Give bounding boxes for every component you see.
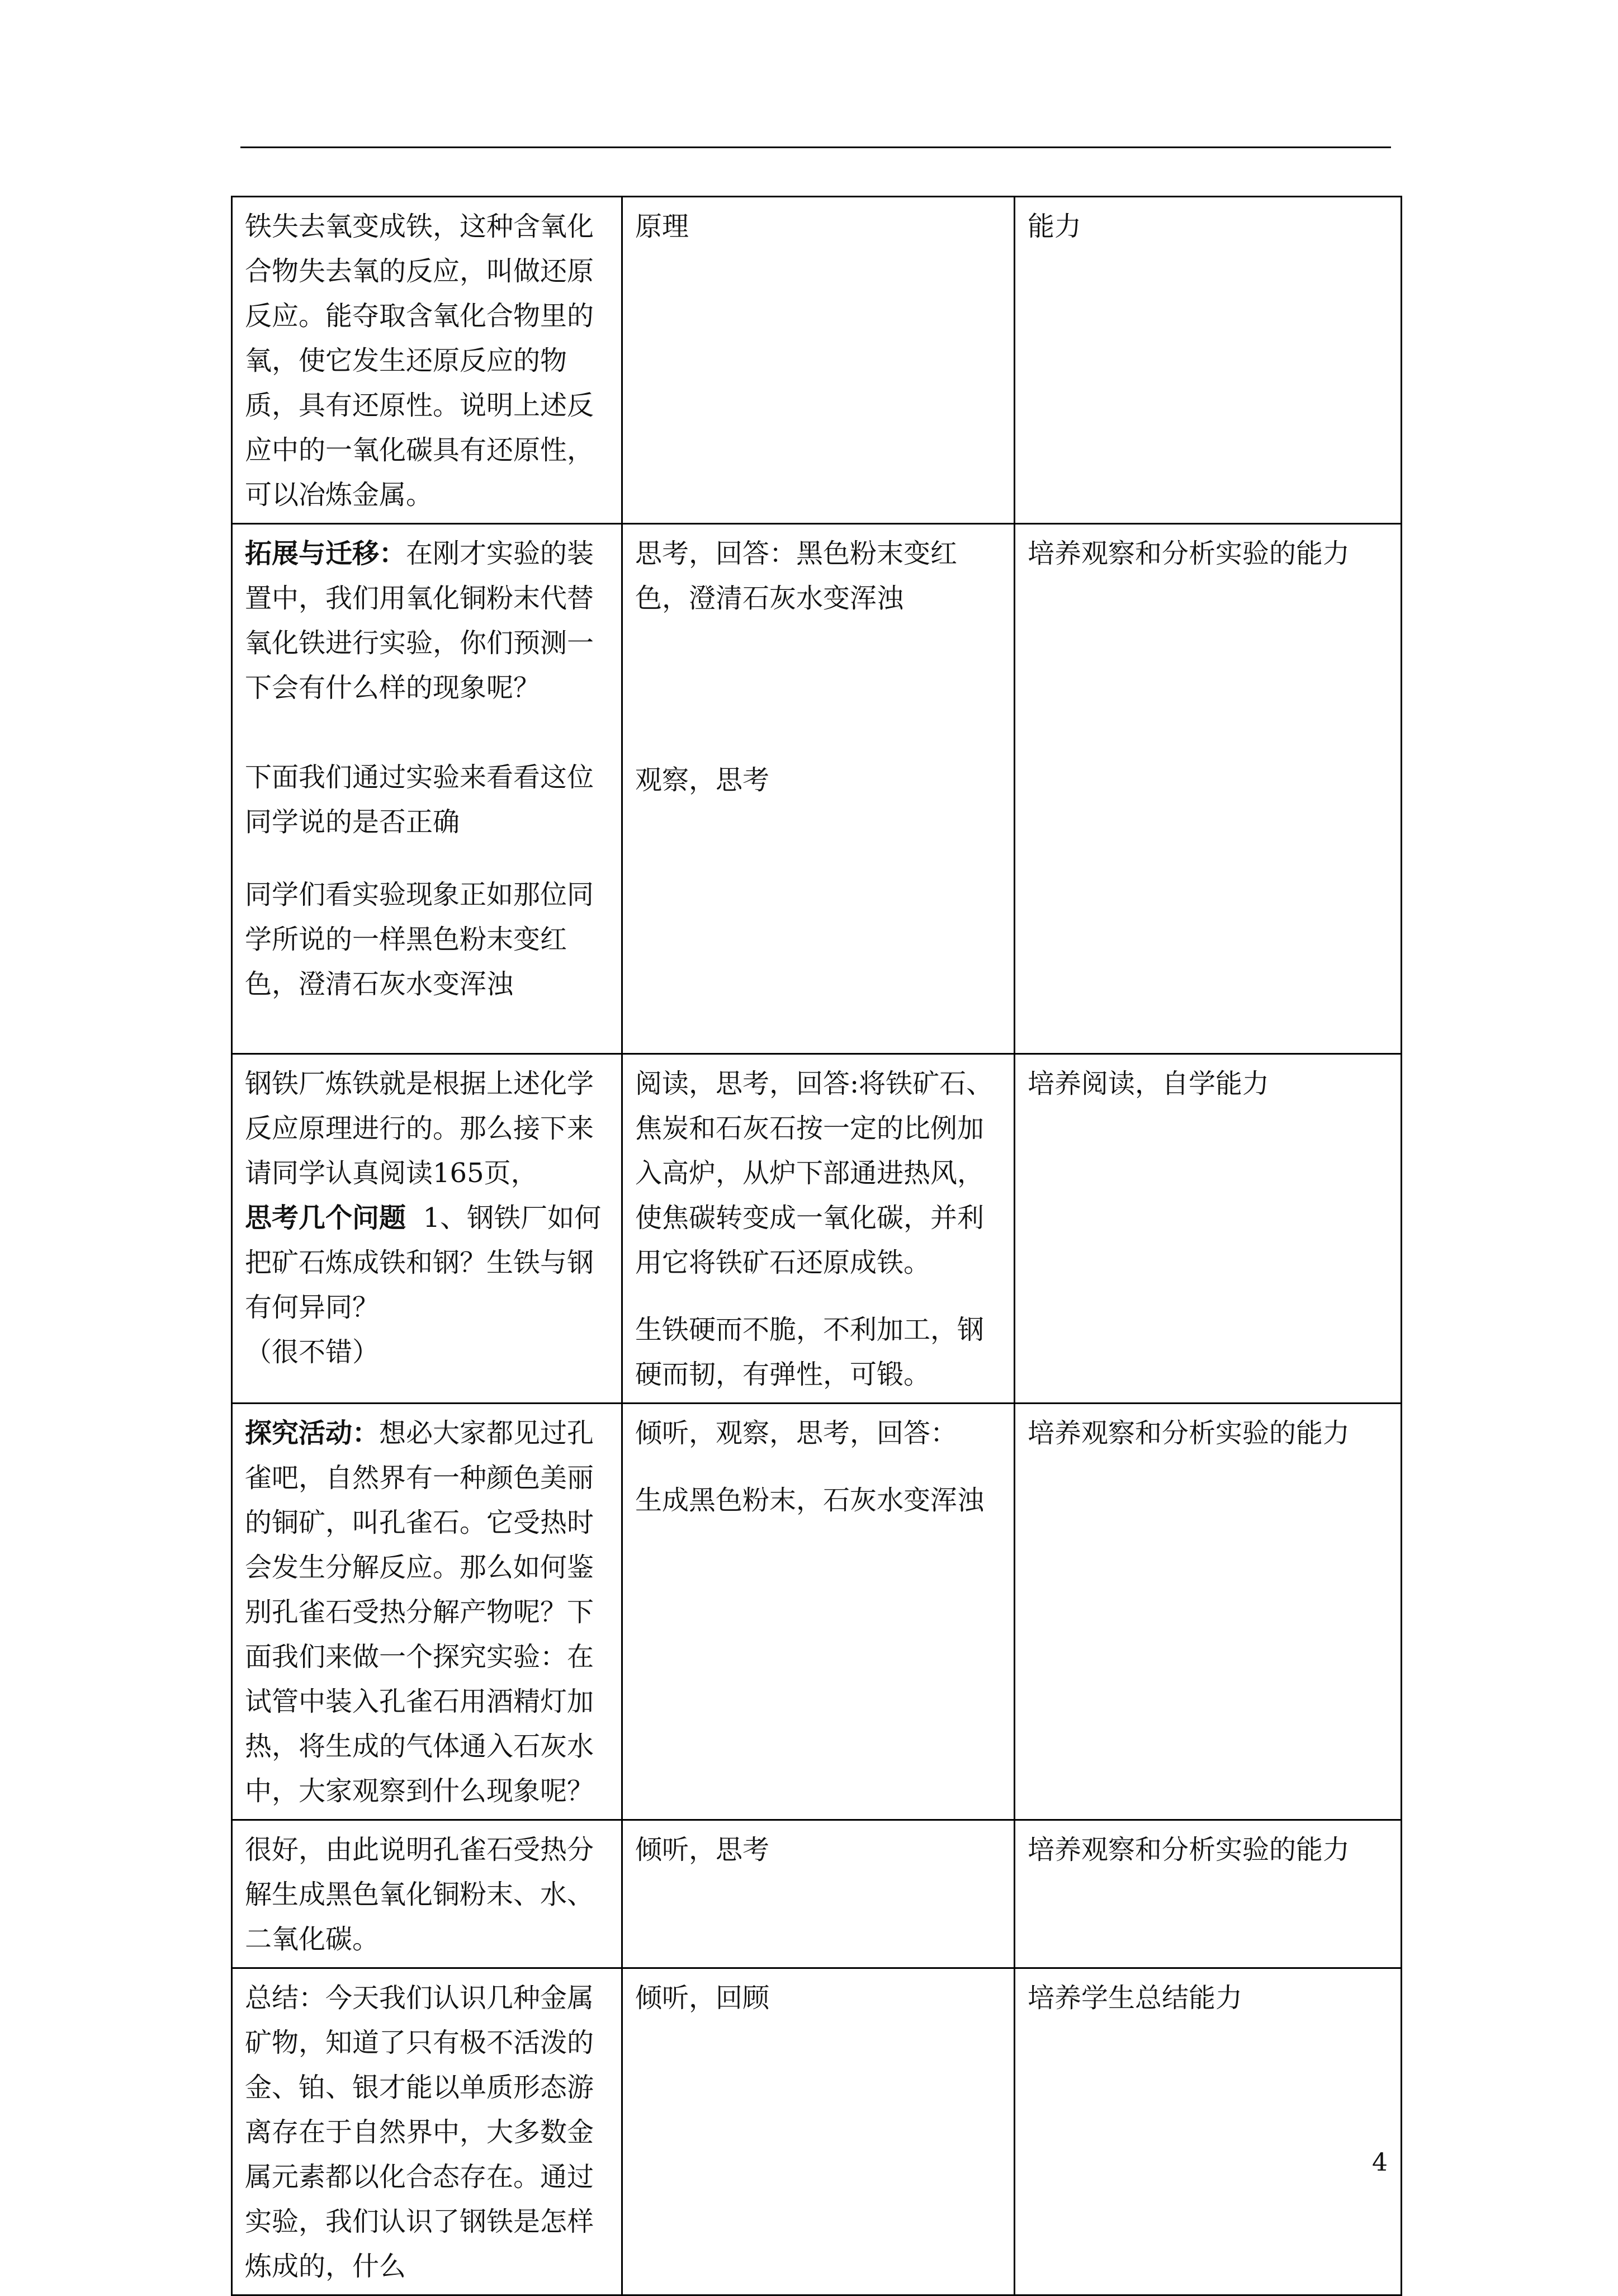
page-number: 4 <box>1372 2148 1388 2177</box>
teacher-activity-cell: 探究活动：想必大家都见过孔雀吧，自然界有一种颜色美丽的铜矿，叫孔雀石。它受热时会发生分解反应。那么如何鉴别孔雀石受热分解产物呢？下面我们来做一个探究实验：在试管中装入孔雀石用酒精灯加热，将生成的气体通入石灰水中，大家观察到什么现象呢？ <box>232 1404 622 1820</box>
section-heading: 思考几个问题 <box>245 1202 406 1234</box>
student-activity-cell: 思考，回答：黑色粉末变红色，澄清石灰水变浑浊 观察，思考 <box>622 524 1015 1054</box>
lesson-plan-table <box>231 196 1402 2296</box>
table-row <box>232 1820 1402 1968</box>
table-row <box>232 1404 1402 1820</box>
design-intent-cell: 培养学生总结能力 <box>1015 1968 1402 2295</box>
table-row <box>232 1054 1402 1404</box>
student-activity-cell: 倾听，观察，思考，回答： 生成黑色粉末，石灰水变浑浊 <box>622 1404 1015 1820</box>
header-rule <box>240 147 1391 148</box>
student-activity-cell: 倾听，思考 <box>622 1820 1015 1968</box>
design-intent-cell: 培养观察和分析实验的能力 <box>1015 1404 1402 1820</box>
student-activity-cell: 原理 <box>622 197 1015 524</box>
teacher-activity-cell: 总结：今天我们认识几种金属矿物，知道了只有极不活泼的金、铂、银才能以单质形态游离存在于自然界中，大多数金属元素都以化合态存在。通过实验，我们认识了钢铁是怎样炼成的，什么 <box>232 1968 622 2295</box>
design-intent-cell: 培养观察和分析实验的能力 <box>1015 524 1402 1054</box>
table-row <box>232 1968 1402 2295</box>
section-heading: 拓展与迁移： <box>245 538 406 569</box>
teacher-activity-cell: 拓展与迁移：在刚才实验的装置中，我们用氧化铜粉末代替氧化铁进行实验，你们预测一下会有什么样的现象呢？ 下面我们通过实验来看看这位同学说的是否正确 同学们看实验现象正如那位同学所说的一样黑色粉末变红色，澄清石灰水变浑浊 <box>232 524 622 1054</box>
student-activity-cell: 倾听，回顾 <box>622 1968 1015 2295</box>
design-intent-cell: 培养阅读，自学能力 <box>1015 1054 1402 1404</box>
design-intent-cell: 培养观察和分析实验的能力 <box>1015 1820 1402 1968</box>
design-intent-cell: 能力 <box>1015 197 1402 524</box>
table-row <box>232 524 1402 1054</box>
teacher-activity-cell: 很好，由此说明孔雀石受热分解生成黑色氧化铜粉末、水、二氧化碳。 <box>232 1820 622 1968</box>
teacher-activity-cell: 钢铁厂炼铁就是根据上述化学反应原理进行的。那么接下来请同学认真阅读165页， 思考几个问题 1、钢铁厂如何把矿石炼成铁和钢？生铁与钢有何异同？ （很不错） <box>232 1054 622 1404</box>
student-activity-cell: 阅读，思考，回答:将铁矿石、焦炭和石灰石按一定的比例加入高炉，从炉下部通进热风，使焦碳转变成一氧化碳，并利用它将铁矿石还原成铁。 生铁硬而不脆，不利加工，钢硬而韧，有弹性，可锻。 <box>622 1054 1015 1404</box>
table-row <box>232 197 1402 524</box>
teacher-activity-cell: 铁失去氧变成铁，这种含氧化合物失去氧的反应，叫做还原反应。能夺取含氧化合物里的氧，使它发生还原反应的物质，具有还原性。说明上述反应中的一氧化碳具有还原性，可以冶炼金属。 <box>232 197 622 524</box>
section-heading: 探究活动： <box>245 1418 380 1449</box>
